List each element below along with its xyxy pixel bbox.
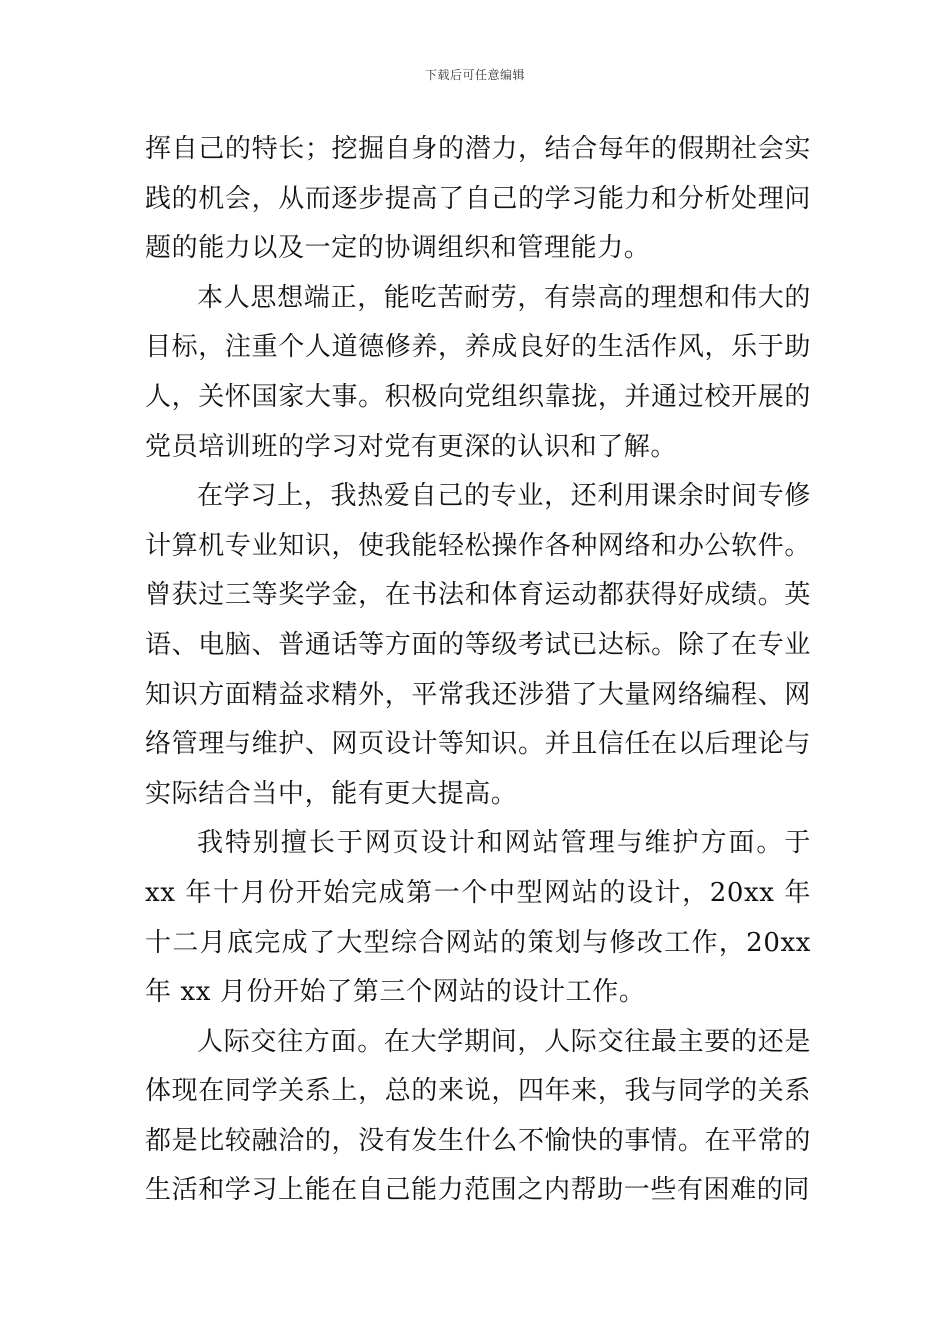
paragraph-interpersonal: 人际交往方面。在大学期间，人际交往最主要的还是体现在同学关系上，总的来说，四年来，我与同学的关系都是比较融洽的，没有发生什么不愉快的事情。在平常的生活和学习上能在自己能力范围之内帮助一些有困难的同 [145,1026,811,1206]
paragraph-continuation: 挥自己的特长；挖掘自身的潜力，结合每年的假期社会实践的机会，从而逐步提高了自己的学习能力和分析处理问题的能力以及一定的协调组织和管理能力。 [145,134,811,264]
paragraph-study: 在学习上，我热爱自己的专业，还利用课余时间专修计算机专业知识，使我能轻松操作各种网络和办公软件。曾获过三等奖学金，在书法和体育运动都获得好成绩。英语、电脑、普通话等方面的等级考试已达标。除了在专业知识方面精益求精外，平常我还涉猎了大量网络编程、网络管理与维护、网页设计等知识。并且信任在以后理论与实际结合当中，能有更大提高。 [145,481,811,809]
paragraph-web-design: 我特别擅长于网页设计和网站管理与维护方面。于 xx 年十月份开始完成第一个中型网站的设计，20xx 年十二月底完成了大型综合网站的策划与修改工作，20xx 年 xx 月份开始了第三个网站的设计工作。 [145,828,811,1008]
document-body [145,125,811,1216]
page-header-note: 下载后可任意编辑 [424,68,525,82]
paragraph-character: 本人思想端正，能吃苦耐劳，有崇高的理想和伟大的目标，注重个人道德修养，养成良好的生活作风，乐于助人，关怀国家大事。积极向党组织靠拢，并通过校开展的党员培训班的学习对党有更深的认识和了解。 [145,282,811,462]
